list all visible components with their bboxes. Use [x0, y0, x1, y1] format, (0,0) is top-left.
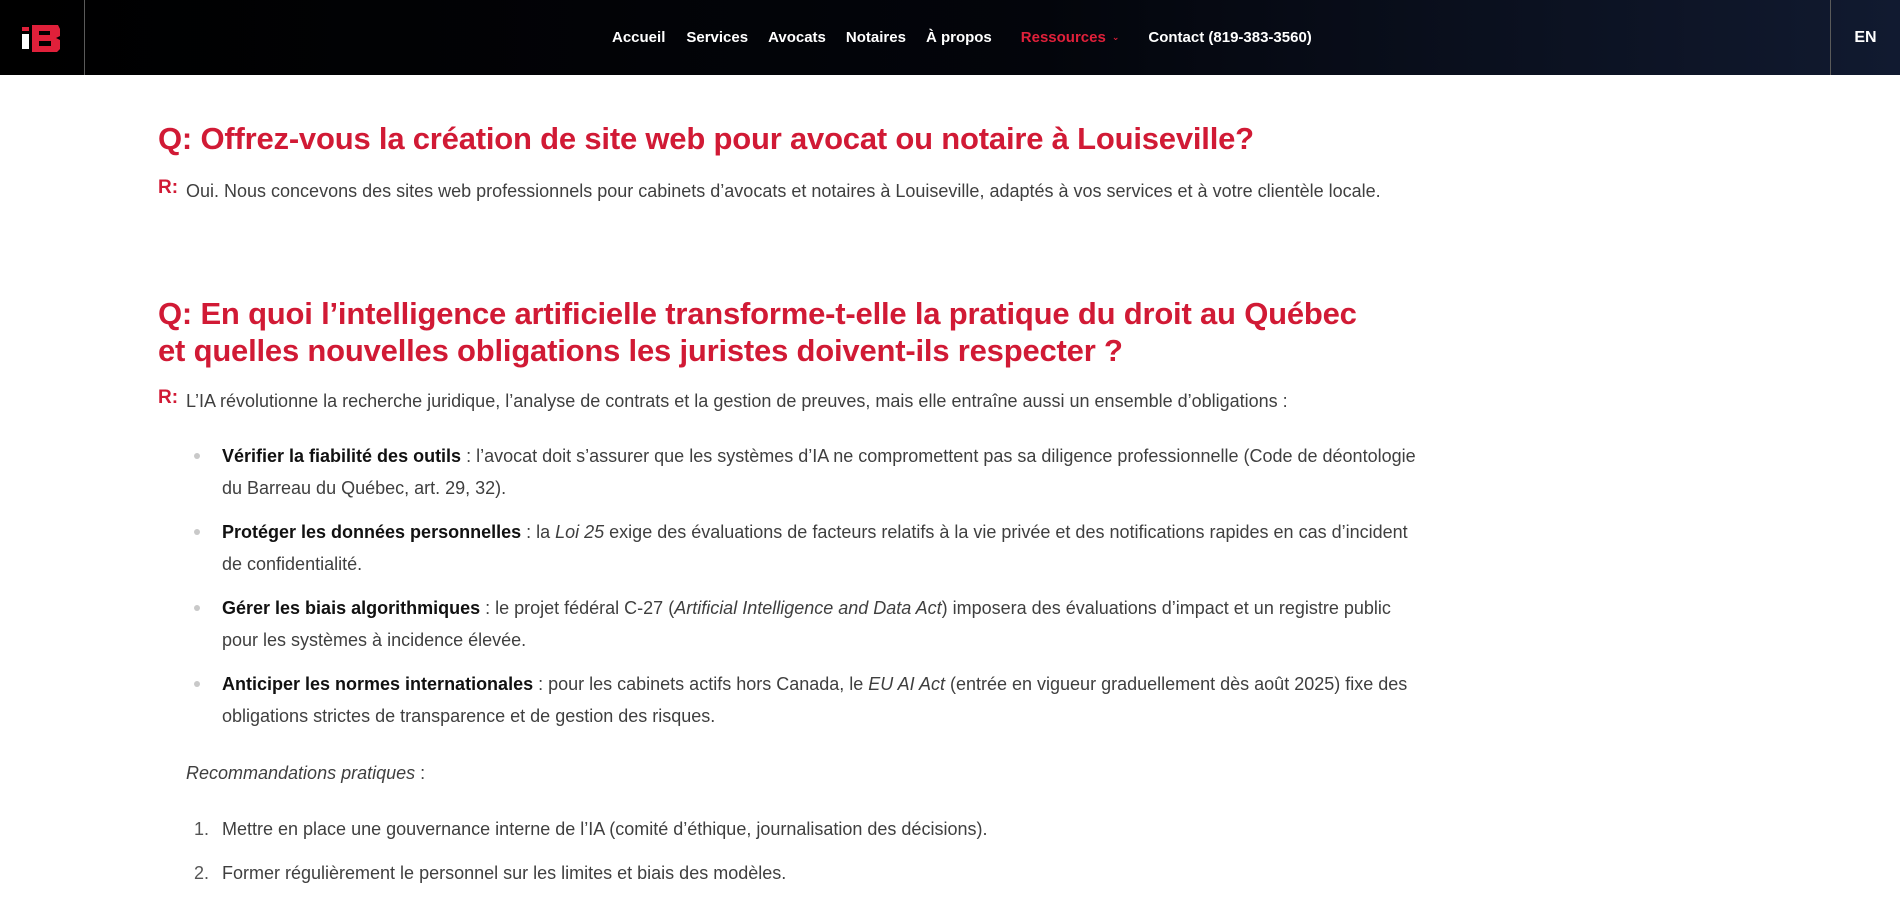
faq-question-1: Q: Offrez-vous la création de site web pour avocat ou notaire à Louiseville? [158, 121, 1254, 156]
item-emphasis: Artificial Intelligence and Data Act [674, 598, 942, 618]
bullet-dot-icon [194, 529, 200, 535]
nav-accueil[interactable]: Accueil [612, 29, 666, 46]
answer-label: R: [158, 177, 179, 198]
step-number: 2. [194, 863, 210, 883]
brand-logo-icon [22, 23, 62, 53]
question-line-1: Q: En quoi l’intelligence artificielle transforme-t-elle la pratique du droit au Québec [158, 296, 1357, 331]
item-text-post: (entrée en vigueur graduellement dès août 2025) fixe des obligations strictes de transparence et de gestion des risques. [222, 674, 1408, 726]
item-text-pre: : pour les cabinets actifs hors Canada, le [533, 674, 869, 694]
item-text: : l’avocat doit s’assurer que les systèmes d’IA ne compromettent pas sa diligence professionnelle (Code de déontologie du Barreau du Québec, art. 29, 32). [222, 446, 1416, 498]
recommendations-list [186, 813, 1426, 901]
list-item [186, 592, 1426, 656]
list-item [186, 440, 1426, 504]
nav-avocats[interactable]: Avocats [768, 29, 826, 46]
step-text: Former régulièrement le personnel sur les limites et biais des modèles. [222, 863, 787, 883]
recommendations-heading [186, 757, 425, 789]
language-switch[interactable]: EN [1830, 0, 1900, 75]
question-line-2: et quelles nouvelles obligations les juristes doivent-ils respecter ? [158, 333, 1123, 368]
faq-question-2 [158, 295, 1448, 369]
nav-ressources[interactable] [1021, 29, 1120, 46]
list-item [186, 668, 1426, 732]
obligations-list [186, 440, 1426, 744]
nav-contact[interactable]: Contact (819-383-3560) [1148, 29, 1312, 46]
answer-label: R: [158, 387, 179, 408]
nav-services[interactable]: Services [686, 29, 749, 46]
main-nav [612, 0, 1312, 75]
item-title: Gérer les biais algorithmiques [222, 598, 481, 618]
list-item [186, 857, 1426, 889]
faq-answer-2 [158, 385, 1448, 417]
item-text-pre: : le projet fédéral C-27 ( [480, 598, 675, 618]
bullet-dot-icon [194, 605, 200, 611]
item-text-post: exige des évaluations de facteurs relatifs à la vie privée et des notifications rapides en cas d’incident de confidentialité. [222, 522, 1408, 574]
recommendations-label: Recommandations pratiques [186, 763, 416, 783]
list-item [186, 516, 1426, 580]
bullet-dot-icon [194, 453, 200, 459]
chevron-down-icon: ⌄ [1111, 32, 1120, 42]
nav-a-propos[interactable]: À propos [925, 29, 992, 46]
nav-notaires[interactable]: Notaires [845, 29, 906, 46]
item-title: Vérifier la fiabilité des outils [222, 446, 462, 466]
bullet-dot-icon [194, 681, 200, 687]
item-emphasis: Loi 25 [555, 522, 605, 542]
faq-answer-1 [158, 175, 1448, 207]
recommendations-colon: : [415, 763, 426, 783]
logo-link[interactable] [0, 0, 85, 75]
step-number: 1. [194, 819, 210, 839]
item-text-post: ) imposera des évaluations d’impact et un registre public pour les systèmes à incidence élevée. [222, 598, 1391, 650]
item-emphasis: EU AI Act [868, 674, 945, 694]
nav-ressources-label: Ressources [1020, 29, 1106, 46]
site-header [0, 0, 1900, 75]
list-item [186, 813, 1426, 845]
item-title: Anticiper les normes internationales [222, 674, 534, 694]
item-text-pre: : la [521, 522, 556, 542]
step-text: Mettre en place une gouvernance interne de l’IA (comité d’éthique, journalisation des décisions). [222, 819, 988, 839]
item-title: Protéger les données personnelles [222, 522, 522, 542]
answer-text: Oui. Nous concevons des sites web professionnels pour cabinets d’avocats et notaires à Louiseville, adaptés à vos services et à votre clientèle locale. [186, 181, 1381, 201]
answer-text: L’IA révolutionne la recherche juridique, l’analyse de contrats et la gestion de preuves, mais elle entraîne aussi un ensemble d’obligations : [186, 391, 1288, 411]
